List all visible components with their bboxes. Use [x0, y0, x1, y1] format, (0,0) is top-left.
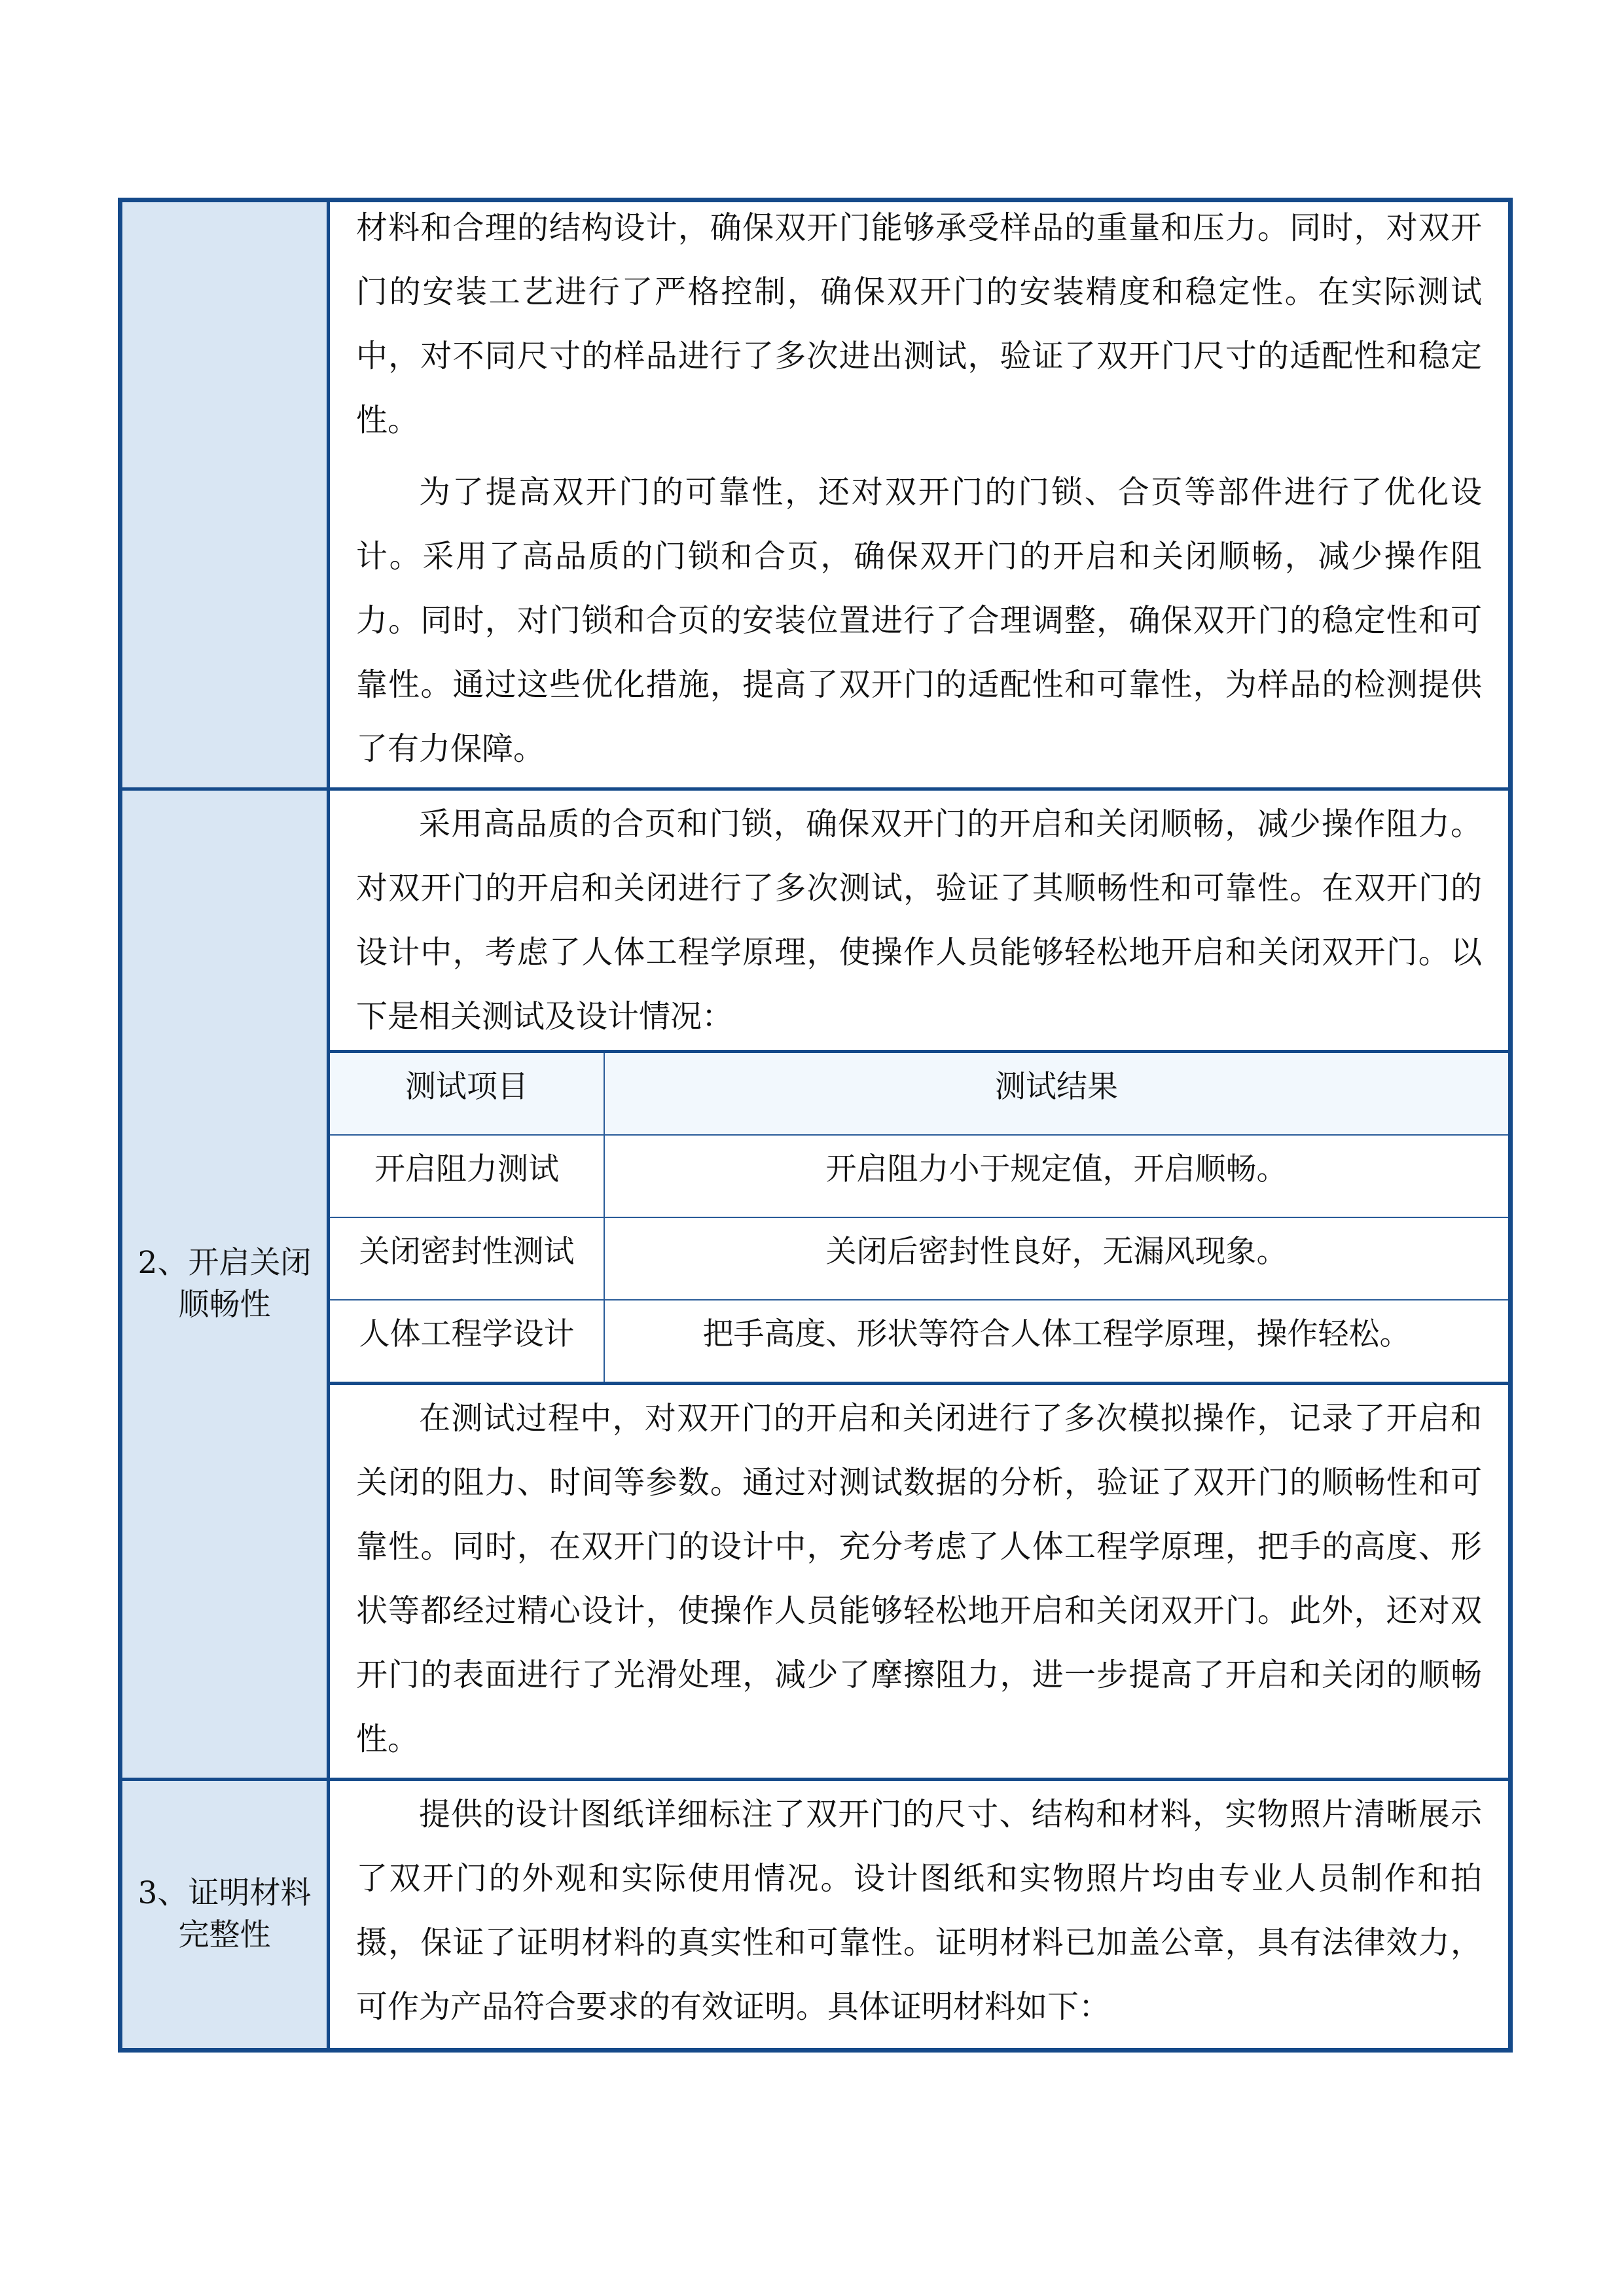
table-row-evidence: [122, 1778, 1508, 2048]
test-table-row: [330, 1134, 1508, 1217]
paragraph: 为了提高双开门的可靠性，还对双开门的门锁、合页等部件进行了优化设计。采用了高品质的门锁和合页，确保双开门的开启和关闭顺畅，减少操作阻力。同时，对门锁和合页的安装位置进行了合理调整，确保双开门的稳定性和可靠性。通过这些优化措施，提高了双开门的适配性和可靠性，为样品的检测提供了有力保障。: [356, 474, 1482, 767]
test-result: 关闭后密封性良好，无漏风现象。: [825, 1234, 1288, 1270]
test-item: 开启阻力测试: [330, 1136, 605, 1217]
header-test-result: 测试结果: [995, 1069, 1118, 1105]
row-content: [330, 791, 1508, 1778]
row-content: [330, 196, 1508, 787]
test-table-row: [330, 1299, 1508, 1382]
test-table-row: [330, 1217, 1508, 1299]
paragraph: 在测试过程中，对双开门的开启和关闭进行了多次模拟操作，记录了开启和关闭的阻力、时间等参数。通过对测试数据的分析，验证了双开门的顺畅性和可靠性。同时，在双开门的设计中，充分考虑了人体工程学原理，把手的高度、形状等都经过精心设计，使操作人员能够轻松地开启和关闭双开门。此外，还对双开门的表面进行了光滑处理，减少了摩擦阻力，进一步提高了开启和关闭的顺畅性。: [356, 1400, 1482, 1757]
paragraph: 提供的设计图纸详细标注了双开门的尺寸、结构和材料，实物照片清晰展示了双开门的外观和实际使用情况。设计图纸和实物照片均由专业人员制作和拍摄，保证了证明材料的真实性和可靠性。证明材料已加盖公章，具有法律效力，可作为产品符合要求的有效证明。具体证明材料如下：: [356, 1796, 1482, 2025]
test-result: 开启阻力小于规定值，开启顺畅。: [825, 1151, 1288, 1187]
table-row-continued: [122, 202, 1508, 787]
evaluation-table: [118, 198, 1513, 2053]
paragraph: 采用高品质的合页和门锁，确保双开门的开启和关闭顺畅，减少操作阻力。对双开门的开启和关闭进行了多次测试，验证了其顺畅性和可靠性。在双开门的设计中，考虑了人体工程学原理，使操作人员能够轻松地开启和关闭双开门。以下是相关测试及设计情况：: [356, 806, 1482, 1035]
table-row-smoothness: [122, 787, 1508, 1778]
test-table-header: [330, 1053, 1508, 1134]
test-result: 把手高度、形状等符合人体工程学原理，操作轻松。: [702, 1316, 1411, 1352]
row-label: 2、开启关闭顺畅性: [122, 791, 330, 1778]
test-item: 人体工程学设计: [330, 1300, 605, 1382]
test-results-table: [330, 1050, 1508, 1385]
paragraph: 材料和合理的结构设计，确保双开门能够承受样品的重量和压力。同时，对双开门的安装工艺进行了严格控制，确保双开门的安装精度和稳定性。在实际测试中，对不同尺寸的样品进行了多次进出测试，验证了双开门尺寸的适配性和稳定性。: [356, 209, 1482, 439]
header-test-item: 测试项目: [330, 1053, 605, 1134]
row-label-empty: [122, 202, 330, 787]
test-item: 关闭密封性测试: [330, 1218, 605, 1299]
row-content: [330, 1781, 1508, 2048]
row-label: 3、证明材料完整性: [122, 1781, 330, 2048]
